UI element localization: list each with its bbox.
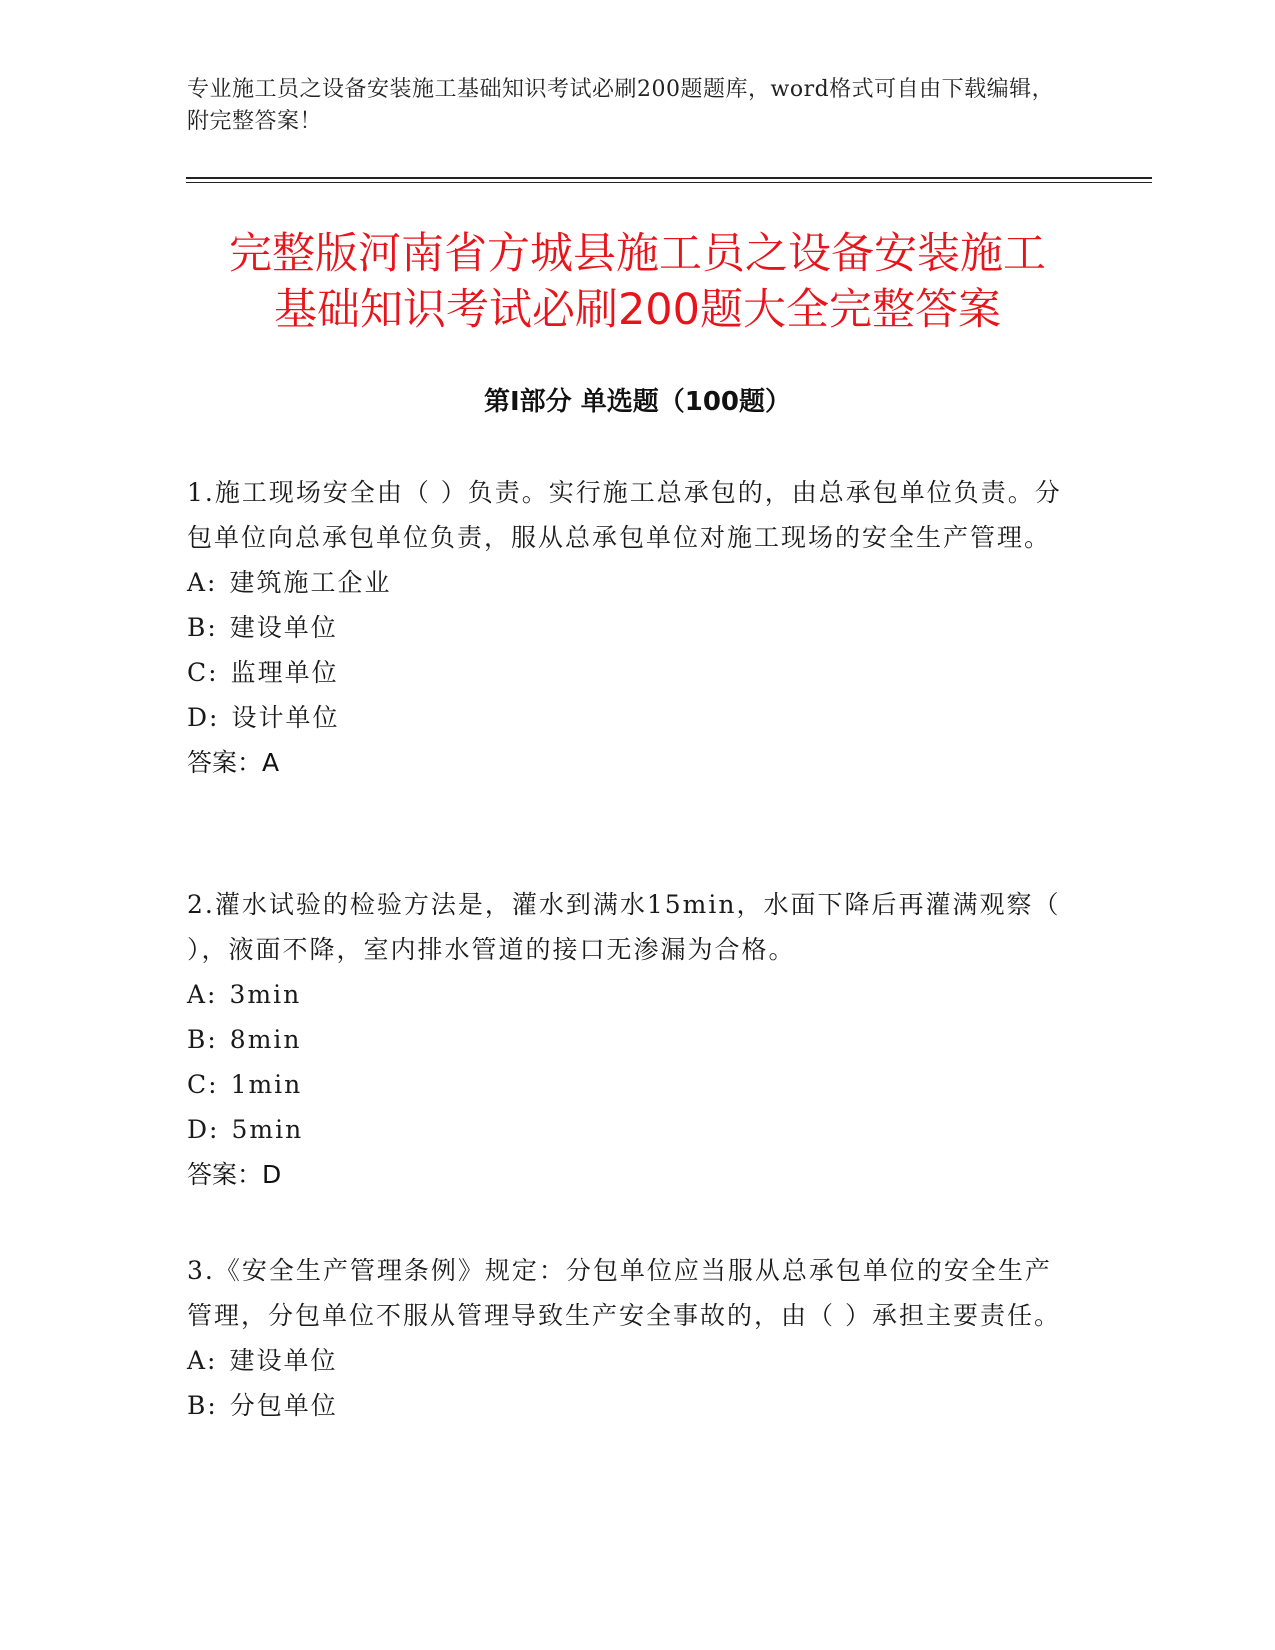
option-c — [187, 650, 1077, 695]
option-a — [187, 560, 1077, 605]
question-3 — [187, 1248, 1077, 1428]
option-text: 1min — [230, 1070, 303, 1099]
option-letter: D: — [187, 703, 220, 732]
option-letter: A: — [187, 1346, 218, 1375]
option-b — [187, 1017, 1077, 1062]
document-title-line-1: 完整版河南省方城县施工员之设备安装施工 — [229, 229, 1046, 279]
question-stem: 3.《安全生产管理条例》规定：分包单位应当服从总承包单位的安全生产管理，分包单位不服从管理导致生产安全事故的，由（ ）承担主要责任。 — [187, 1256, 1061, 1330]
option-text: 8min — [229, 1025, 302, 1054]
header-rule-thin — [186, 182, 1152, 183]
option-text: 建设单位 — [229, 1346, 338, 1375]
option-letter: B: — [187, 1391, 218, 1420]
document-title — [150, 226, 1125, 338]
answer-line: 答案：D — [187, 1160, 282, 1189]
option-text: 5min — [231, 1115, 304, 1144]
answer-line: 答案：A — [187, 748, 280, 777]
option-letter: C: — [187, 658, 219, 687]
header-note: 专业施工员之设备安装施工基础知识考试必刷200题题库，word格式可自由下载编辑，附完整答案！ — [187, 77, 1055, 134]
option-text: 分包单位 — [229, 1391, 338, 1420]
option-d — [187, 1107, 1077, 1152]
option-text: 3min — [229, 980, 302, 1009]
option-text: 建设单位 — [229, 613, 338, 642]
document-title-line-2: 基础知识考试必刷200题大全完整答案 — [273, 285, 1002, 335]
option-c — [187, 1062, 1077, 1107]
question-1 — [187, 470, 1077, 785]
option-text: 设计单位 — [231, 703, 340, 732]
option-letter: B: — [187, 1025, 218, 1054]
header-rule-thick — [186, 177, 1152, 179]
option-text: 建筑施工企业 — [229, 568, 392, 597]
section-heading: 第Ⅰ部分 单选题（100题） — [484, 387, 791, 417]
option-b — [187, 1383, 1077, 1428]
question-2 — [187, 882, 1077, 1197]
option-a — [187, 972, 1077, 1017]
option-text: 监理单位 — [230, 658, 339, 687]
option-letter: D: — [187, 1115, 220, 1144]
option-letter: C: — [187, 1070, 219, 1099]
option-letter: B: — [187, 613, 218, 642]
option-letter: A: — [187, 980, 218, 1009]
question-stem: 1.施工现场安全由（ ）负责。实行施工总承包的，由总承包单位负责。分包单位向总承包单位负责，服从总承包单位对施工现场的安全生产管理。 — [187, 478, 1062, 552]
option-b — [187, 605, 1077, 650]
option-letter: A: — [187, 568, 218, 597]
question-stem: 2.灌水试验的检验方法是，灌水到满水15min，水面下降后再灌满观察（ ），液面不降，室内排水管道的接口无渗漏为合格。 — [187, 890, 1061, 964]
option-a — [187, 1338, 1077, 1383]
option-d — [187, 695, 1077, 740]
